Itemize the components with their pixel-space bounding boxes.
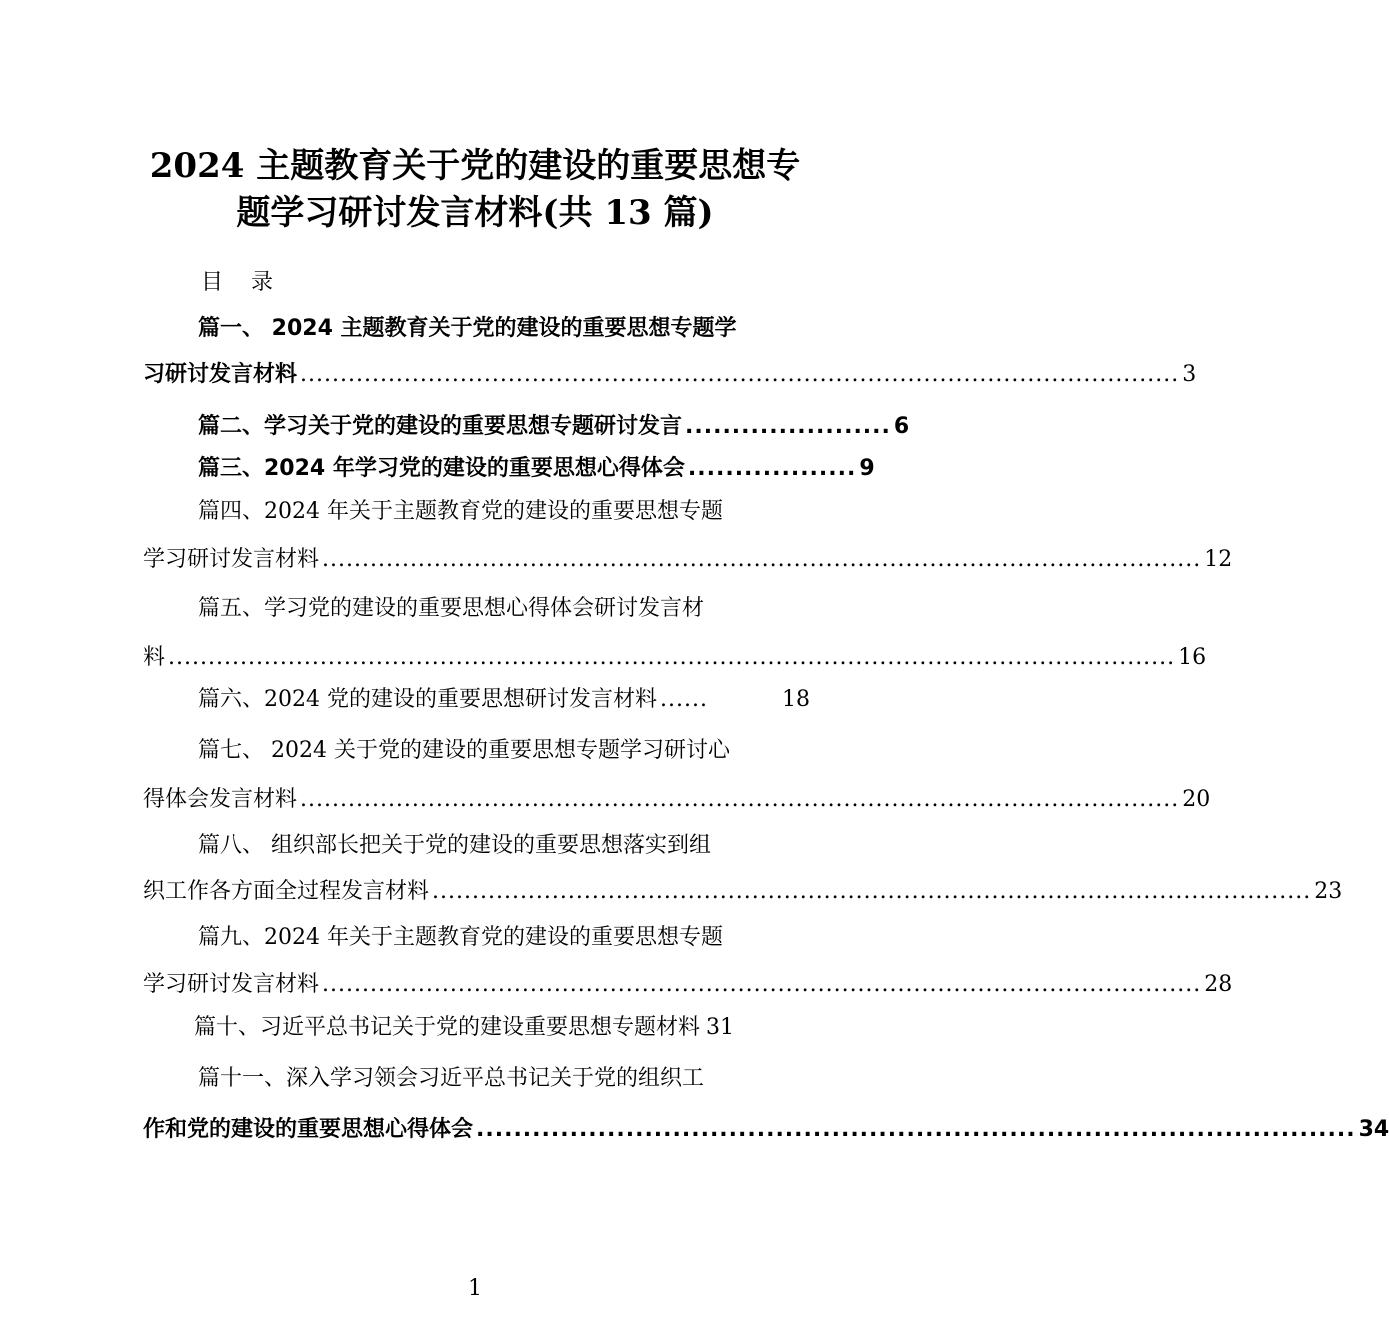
toc-entry-11-line2[interactable]: [143, 1114, 1389, 1146]
leader-dots: ..............................................................................................................: [300, 787, 1180, 812]
toc-entry-page: 20: [1182, 787, 1211, 812]
toc-entry-9-line1[interactable]: [198, 922, 723, 954]
toc-entry-text: 学习研讨发言材料: [143, 972, 320, 997]
toc-entry-7-line1[interactable]: [198, 735, 730, 767]
toc-entry-text: 篇十、习近平总书记关于党的建设重要思想专题材料: [194, 1015, 701, 1040]
toc-entry-2[interactable]: [198, 411, 910, 443]
toc-entry-text: 篇二、学习关于党的建设的重要思想专题研讨发言: [198, 414, 683, 439]
toc-entry-5-line1[interactable]: [198, 593, 704, 625]
toc-entry-text: 得体会发言材料: [143, 787, 298, 812]
toc-entry-text: 篇一、 2024 主题教育关于党的建设的重要思想专题学: [198, 316, 737, 341]
leader-dots: ......: [659, 687, 708, 712]
toc-entry-page: 9: [859, 456, 875, 481]
toc-entry-text: 习研讨发言材料: [143, 362, 298, 387]
toc-entry-text: 篇八、 组织部长把关于党的建设的重要思想落实到组: [198, 833, 711, 858]
toc-entry-page: 34: [1358, 1117, 1389, 1142]
toc-entry-text: 篇五、学习党的建设的重要思想心得体会研讨发言材: [198, 596, 705, 621]
leader-dots: ......................: [685, 414, 891, 439]
toc-heading: 目录: [201, 270, 302, 295]
toc-entry-page: 12: [1204, 547, 1233, 572]
toc-entry-text: 篇四、2024 年关于主题教育党的建设的重要思想专题: [198, 499, 723, 524]
leader-dots: ..............................................................................................................: [300, 362, 1180, 387]
toc-entry-text: 篇七、 2024 关于党的建设的重要思想专题学习研讨心: [198, 738, 730, 763]
toc-entry-10[interactable]: [194, 1012, 734, 1044]
toc-entry-page: 3: [1182, 362, 1197, 387]
leader-dots: ..............................................................................................................: [432, 879, 1312, 904]
leader-dots: ..............................................................................................: [476, 1117, 1356, 1142]
toc-entry-8-line2[interactable]: [143, 876, 1343, 908]
toc-entry-9-line2[interactable]: [143, 969, 1233, 1001]
toc-entry-text: 篇六、2024 党的建设的重要思想研讨发言材料: [198, 687, 657, 712]
toc-entry-text: 作和党的建设的重要思想心得体会: [143, 1117, 474, 1142]
toc-entry-6[interactable]: [198, 684, 810, 716]
leader-dots: ..............................................................................................................: [322, 972, 1202, 997]
toc-entry-7-line2[interactable]: [143, 784, 1211, 816]
toc-entry-page: 28: [1204, 972, 1233, 997]
leader-dots: ..................: [687, 456, 857, 481]
page-number: 1: [468, 1276, 482, 1301]
toc-entry-text: 篇三、2024 年学习党的建设的重要思想心得体会: [198, 456, 685, 481]
toc-entry-text: 织工作各方面全过程发言材料: [143, 879, 430, 904]
toc-entry-page: 31: [706, 1015, 735, 1040]
toc-entry-page: 6: [893, 414, 910, 439]
leader-dots: ..............................................................................................................................: [168, 645, 1176, 670]
toc-entry-3[interactable]: [198, 453, 875, 485]
toc-entry-5-line2[interactable]: [143, 642, 1207, 674]
toc-entry-text: 料: [143, 645, 166, 670]
toc-entry-1-line1[interactable]: [198, 313, 737, 345]
toc-entry-text: 学习研讨发言材料: [143, 547, 320, 572]
toc-entry-page: 16: [1178, 645, 1207, 670]
toc-entry-page: 18: [782, 687, 810, 712]
document-title-line2: 题学习研讨发言材料(共 13 篇): [236, 193, 714, 233]
toc-entry-1-line2[interactable]: [143, 359, 1197, 391]
toc-entry-11-line1[interactable]: [198, 1063, 704, 1095]
toc-entry-8-line1[interactable]: [198, 830, 711, 862]
toc-entry-4-line2[interactable]: [143, 544, 1233, 576]
document-title-line1: 2024 主题教育关于党的建设的重要思想专: [149, 146, 801, 186]
toc-entry-4-line1[interactable]: [198, 496, 723, 528]
leader-dots: ..............................................................................................................: [322, 547, 1202, 572]
toc-entry-text: 篇十一、深入学习领会习近平总书记关于党的组织工: [198, 1066, 705, 1091]
toc-entry-text: 篇九、2024 年关于主题教育党的建设的重要思想专题: [198, 925, 723, 950]
toc-entry-page: 23: [1314, 879, 1343, 904]
